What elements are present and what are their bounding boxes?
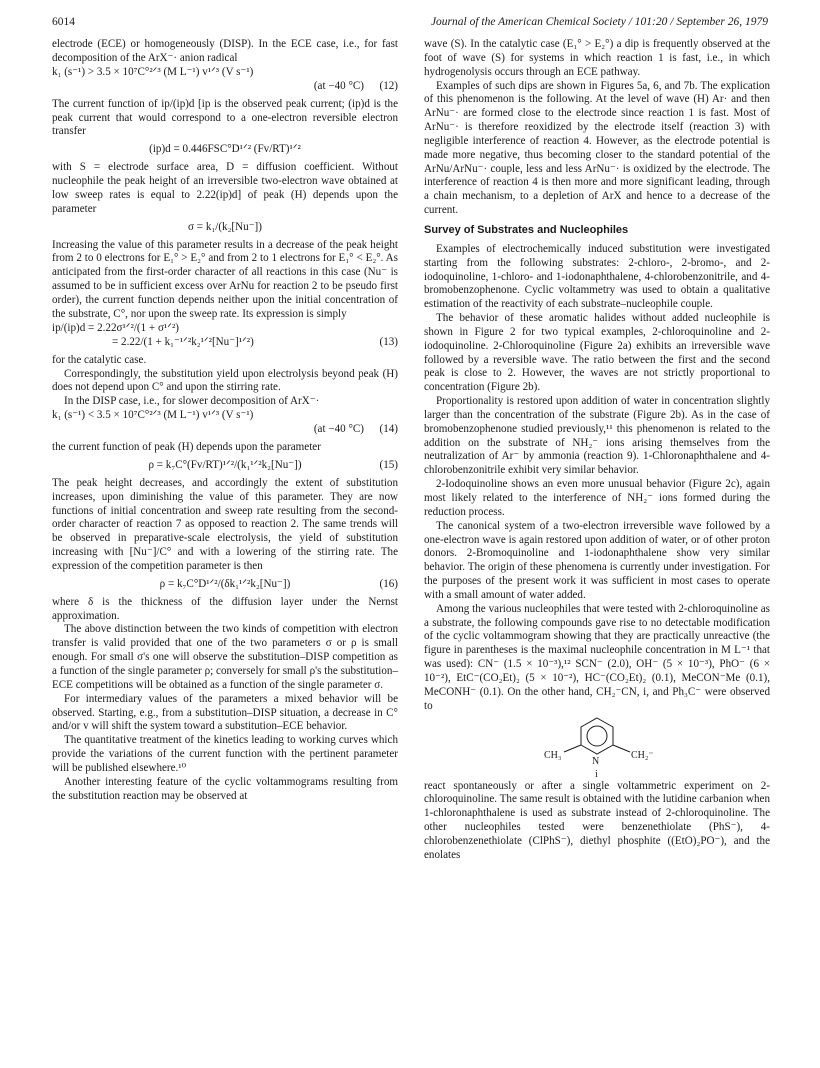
journal-running-head: Journal of the American Chemical Society / 101:20 / September 26, 1979 [430, 16, 768, 28]
paragraph: Examples of electrochemically induced substitution were investigated starting from the following substrates: 2-chloro-, 2-bromo-, and 2-iodoquinoline, 1-chloro- and 1-iodonaphthalene, 4-chlorobenzonitrile, and 4-bromobenzophenone. Cyclic voltammetry was used to obtain a qualitative estimation of the reactivity of each substrate–nucleophile couple. [424, 242, 770, 311]
equation-text: ip/(ip)d = 2.22σ¹ᐟ²/(1 + σ¹ᐟ²) [52, 321, 179, 334]
equation-sigma [52, 221, 398, 235]
paragraph: 2-Iodoquinoline shows an even more unusual behavior (Figure 2c), again most likely related to the interference of NH₂⁻ ions formed during the reduction process. [424, 478, 770, 518]
equation-12 [52, 66, 398, 94]
paragraph: Correspondingly, the substitution yield upon electrolysis beyond peak (H) does not depend upon C° and upon the stirring rate. [52, 367, 398, 394]
equation-number: (15) [379, 458, 398, 471]
equation-condition: (at −40 °C) [313, 423, 364, 436]
equation-text-line-2: = 2.22/(1 + k₁⁻¹ᐟ²k₂¹ᐟ²[Nu⁻]¹ᐟ²) [112, 335, 254, 348]
paragraph: Another interesting feature of the cyclic voltammograms resulting from the substitution reaction may be observed at [52, 775, 398, 802]
equation-text: σ = k₁/(k₂[Nu⁻]) [188, 220, 262, 233]
carbanion-group-label: CH₂⁻ [631, 749, 654, 761]
paragraph: The quantitative treatment of the kinetics leading to working curves which provide the variations of the current function with the pertinent parameter will be published elsewhere.¹⁰ [52, 734, 398, 774]
paragraph: The above distinction between the two kinds of competition with electron transfer is valid provided that one of the two parameters σ or ρ is small enough. For small σ's one will observe the substitution–DISP competition as a function of the single parameter ρ; conversely for small ρ's the substitution–ECE competitions will be obtained as a function of the single parameter σ. [52, 623, 398, 691]
equation-16 [52, 578, 398, 592]
paragraph: react spontaneously or after a single voltammetric experiment on 2-chloroquinoline. The same result is obtained with the lutidine carbanion when 1-chloronaphthalene is used as substrate instead of 2-chloroquinoline. The other nucleophiles tested were benzenethiolate (PhS⁻), 4-chlorobenzenethiolate (ClPhS⁻), diethyl phosphite ((EtO)₂PO⁻), and the enolates [424, 779, 770, 861]
equation-text: ρ = k₇C°(Fv/RT)¹ᐟ²/(k₁¹ᐟ²k₂[Nu⁻]) [148, 458, 302, 471]
bond-left [564, 745, 581, 752]
bond-right [613, 745, 630, 752]
equation-condition: (at −40 °C) [313, 79, 364, 92]
paragraph: The behavior of these aromatic halides without added nucleophile is shown in Figure 2 for two typical examples, 2-chloroquinoline and 2-iodoquinoline. 2-Chloroquinoline (Figure 2a) exhibits an irreversible wave followed by a reversible wave. The ratio between the first and the second peak is close to 2. However, the waves are not strictly proportional to concentration (Figure 2b). [424, 312, 770, 394]
right-column [424, 38, 770, 863]
paragraph: the current function of peak (H) depends upon the parameter [52, 441, 321, 454]
paragraph: Proportionality is restored upon addition of water in concentration slightly larger than the concentration of the substrate (Figure 2b). As in the case of bromobenzophenone studied previously,¹¹ this phenomenon is related to the addition on the substrate of NH₂⁻ ions arising themselves from the neutralization of Ar⁻ by ammonia (reaction 9). 1-Chloronaphthalene and 4-chlorobenzonitrile exhibit very similar behavior. [424, 395, 770, 477]
methyl-group-label: CH₃ [544, 749, 562, 761]
paragraph: The canonical system of a two-electron irreversible wave followed by a one-electron wave is again restored upon addition of water, or of other proton donors. 2-Bromoquinoline and 1-iodonaphthalene show very similar behavior. The origin of these phenomena is currently under investigation. For the purposes of the present work it was sufficient in most cases to operate with a small amount of water added. [424, 519, 770, 601]
aromatic-circle [587, 726, 607, 746]
paragraph: Examples of such dips are shown in Figures 5a, 6, and 7b. The explication of this phenomenon is the following. At the level of wave (H) Ar· and then ArNu⁻· are formed close to the electrode since reaction 1 is fast. Most of ArNu⁻· is therefore reoxidized by the electrode itself (reaction 3) with negligible interference of reaction 4. However, as the electrode potential is made more negative, thus becoming closer to the standard potential of the ArNu/ArNu⁻· couple, less and less ArNu⁻· is oxidized by the electrode. The interference of reaction 4 is then more and more significant leading, through a chain mechanism, to a depletion of ArX and hence to a decrease of the current. [424, 79, 770, 217]
equation-14 [52, 409, 398, 437]
equation-text: (ip)d = 0.446FSC°D¹ᐟ² (Fv/RT)¹ᐟ² [149, 143, 301, 156]
paragraph: Increasing the value of this parameter results in a decrease of the peak height from 2 to 0 electrons for E₁° > E₂° and from 2 to 1 electrons for E₁° < E₂°. As anticipated from the first-order character of all reactions in this case (Nu⁻ is assumed to be in sufficient excess over ArNu for reaction 2 to be pseudo first order), the current function depends neither upon the initial concentration of the substrate, C°, nor upon the sweep rate. Its expression is simply [52, 238, 398, 320]
pyridine-ring-drawing [424, 714, 770, 780]
structure-label: i [595, 768, 598, 780]
equation-number: (16) [379, 577, 398, 590]
equation-text: ρ = k₇C°D¹ᐟ²/(δk₁¹ᐟ²k₂[Nu⁻]) [159, 577, 291, 590]
paragraph: For intermediary values of the parameters a mixed behavior will be observed. Starting, e.g., from a substitution–DISP situation, a decrease in C° and/or v will shift the system toward a substitution–ECE behavior. [52, 692, 398, 733]
equation-number: (13) [379, 335, 398, 348]
section-heading: Survey of Substrates and Nucleophiles [424, 223, 629, 236]
page-number: 6014 [52, 16, 75, 28]
paragraph: The current function of ip/(ip)d [ip is the observed peak current; (ip)d is the peak current that would correspond to a one-electron reversible electron transfer [52, 97, 398, 138]
equation-number: (14) [379, 423, 398, 436]
paragraph: The peak height decreases, and accordingly the extent of substitution increases, upon diminishing the value of this parameter. They are now functions of initial concentration and sweep rate resulting from the second-order character of reaction 7 as opposed to reaction 2. The same trends will be observed in preparative-scale electrolysis, the yield of substitution increasing with [Nu⁻]/C° and with a lowering of the stirring rate. The expression of the competition parameter is then [52, 476, 398, 572]
paragraph: where δ is the thickness of the diffusion layer under the Nernst approximation. [52, 595, 398, 622]
lutidine-carbanion-structure [424, 714, 770, 780]
paragraph: with S = electrode surface area, D = diffusion coefficient. Without nucleophile the peak height of an irreversible two-electron wave obtained at low sweep rates is equal to 2.22(ip)d] of peak (H) depends upon the parameter [52, 161, 398, 215]
paragraph: In the DISP case, i.e., for slower decomposition of ArX⁻· [64, 395, 320, 408]
paragraph: for the catalytic case. [52, 353, 147, 366]
paragraph: electrode (ECE) or homogeneously (DISP). In the ECE case, i.e., for fast decomposition of the ArX⁻· anion radical [52, 38, 398, 64]
paragraph: Among the various nucleophiles that were tested with 2-chloroquinoline as a substrate, the following compounds gave rise to no detectable modification of the cyclic voltammogram showing that they are practically unreactive (the figure in parentheses is the maximal nucleophile concentration in M L⁻¹ that was used): CN⁻ (1.5 × 10⁻³),¹² SCN⁻ (2.0), OH⁻ (5 × 10⁻³), PhO⁻ (6 × 10⁻²), EtC⁻(CO₂Et)₂ (5 × 10⁻²), HC⁻(CO₂Et)₂ (0.1), MeCON⁻Me (0.1), MeCONH⁻ (0.1). On the other hand, CH₂⁻CN, i, and Ph₃C⁻ were observed to [424, 602, 770, 712]
equation-text: k₁ (s⁻¹) > 3.5 × 10⁷C°²ᐟ³ (M L⁻¹) v¹ᐟ³ (V s⁻¹) [52, 65, 254, 78]
left-column [52, 38, 398, 803]
equation-peak-current [52, 143, 398, 157]
equation-15 [52, 459, 398, 473]
paragraph: wave (S). In the catalytic case (E₁° > E₂°) a dip is frequently observed at the foot of wave (S) for systems in which reaction 1 is fast, i.e., in which hydrogenolysis occurs through an ECE pathway. [424, 38, 770, 78]
equation-text: k₁ (s⁻¹) < 3.5 × 10⁷C°²ᐟ³ (M L⁻¹) v¹ᐟ³ (V s⁻¹) [52, 409, 254, 422]
pyridine-ring [581, 718, 613, 754]
page-header [52, 16, 768, 32]
equation-13 [52, 322, 398, 350]
equation-number: (12) [379, 79, 398, 92]
nitrogen-label: N [592, 755, 600, 767]
